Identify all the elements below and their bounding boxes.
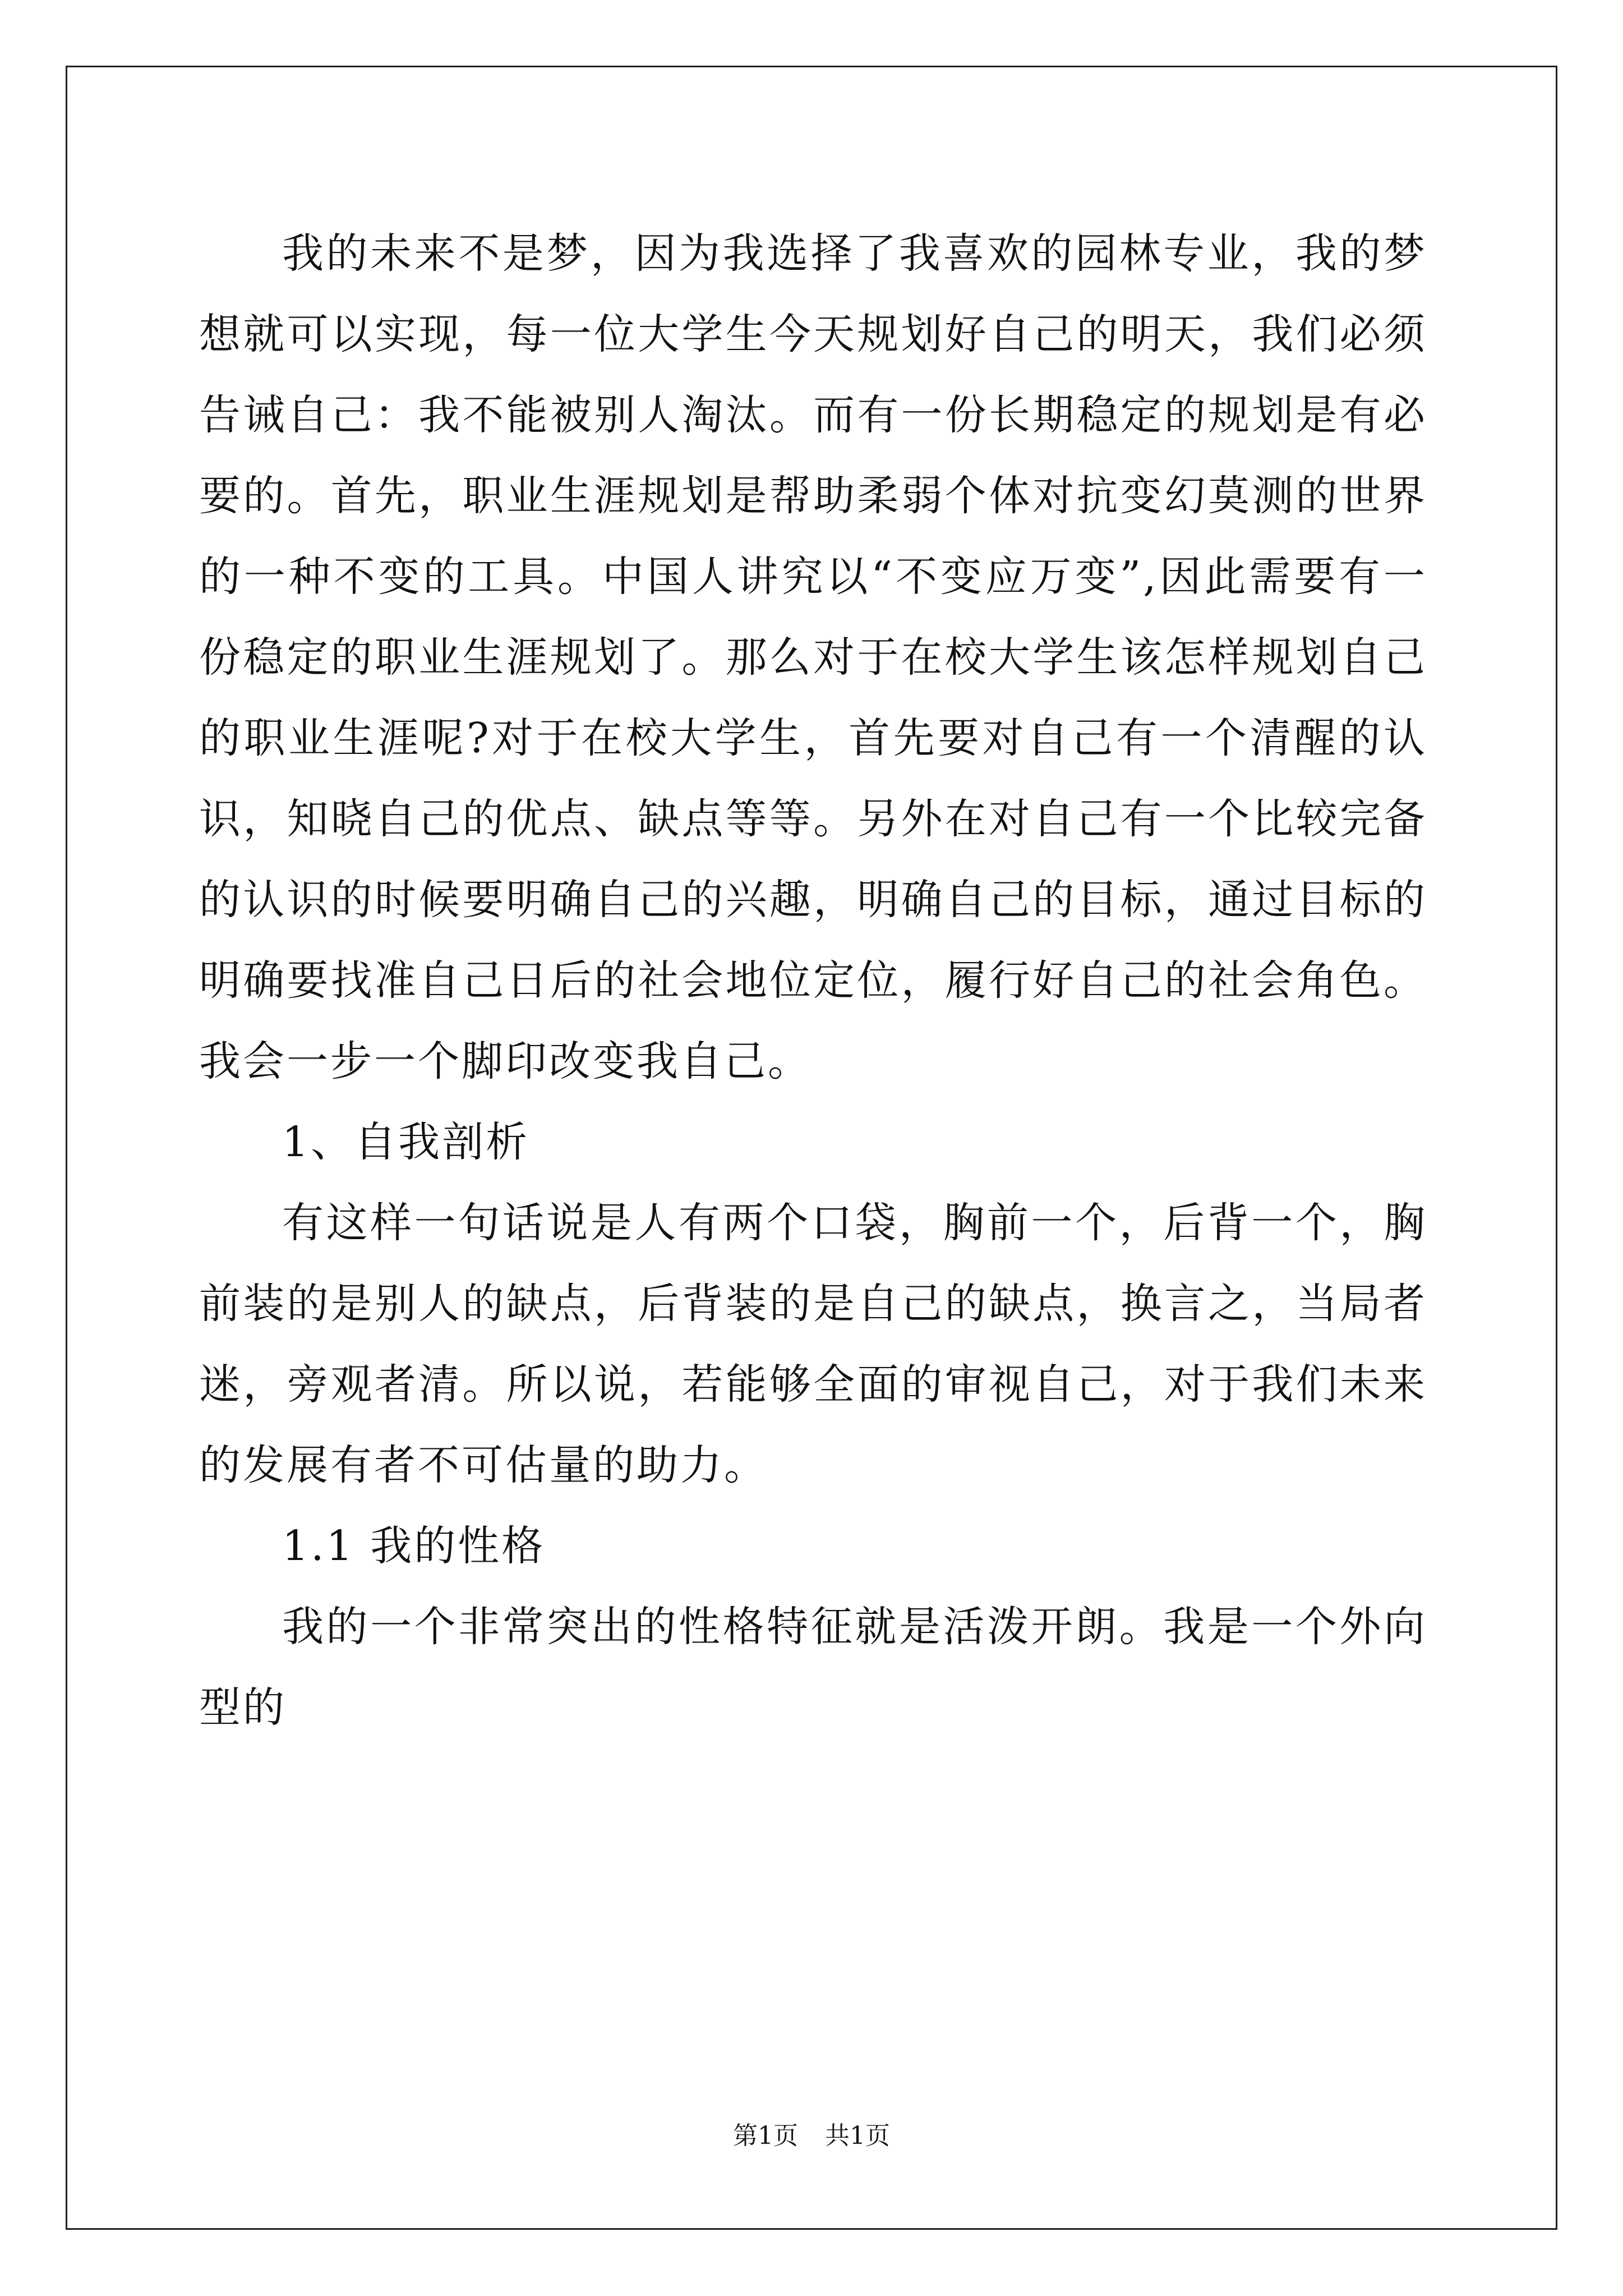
paragraph-intro: 我的未来不是梦，因为我选择了我喜欢的园林专业，我的梦想就可以实现，每一位大学生今天规划好自己的明天，我们必须告诫自己：我不能被别人淘汰。而有一份长期稳定的规划是有必要的。首先，职业生涯规划是帮助柔弱个体对抗变幻莫测的世界的一种不变的工具。中国人讲究以“不变应万变”,因此需要有一份稳定的职业生涯规划了。那么对于在校大学生该怎样规划自己的职业生涯呢?对于在校大学生，首先要对自己有一个清醒的认识，知晓自己的优点、缺点等等。另外在对自己有一个比较完备的认识的时候要明确自己的兴趣，明确自己的目标，通过目标的明确要找准自己日后的社会地位定位，履行好自己的社会角色。我会一步一个脚印改变我自己。 — [199, 229, 1427, 1085]
page-footer — [0, 2119, 1623, 2153]
section-heading-self-analysis: 1、自我剖析 — [282, 1118, 530, 1166]
section-heading-personality: 1.1 我的性格 — [282, 1522, 546, 1570]
paragraph-self-analysis: 有这样一句话说是人有两个口袋，胸前一个，后背一个，胸前装的是别人的缺点，后背装的是自己的缺点，换言之，当局者迷，旁观者清。所以说，若能够全面的审视自己，对于我们未来的发展有者不可估量的助力。 — [199, 1199, 1427, 1489]
paragraph-personality: 我的一个非常突出的性格特征就是活泼开朗。我是一个外向型的 — [199, 1603, 1427, 1732]
document-body — [199, 213, 1427, 1748]
page-total: 共1页 — [825, 2122, 890, 2150]
page-number: 第1页 — [733, 2122, 798, 2150]
